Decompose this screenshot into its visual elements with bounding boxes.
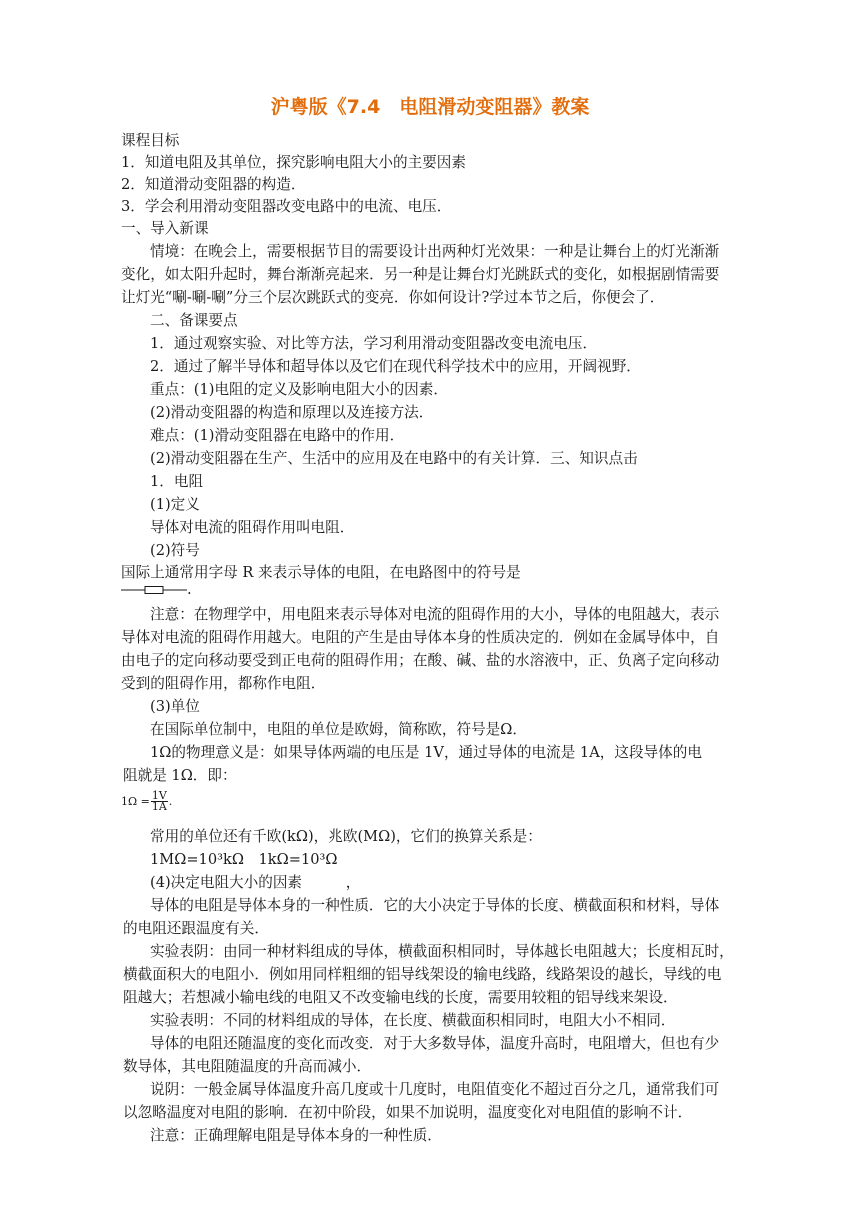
text-line: (4)决定电阻大小的因素 ， [150,874,361,891]
section-heading: 一、导入新课 [121,220,209,237]
section-heading: 课程目标 [121,132,180,149]
text-line: (2)滑动变阻器在生产、生活中的应用及在电路中的有关计算．三、知识点击 [150,450,638,467]
text-line: 导体对电流的阻碍作用越大。电阻的产生是由导体本身的性质决定的．例如在金属导体中，自 [121,629,720,646]
text-line: . [187,581,192,598]
text-line: 1Ω的物理意义是：如果导体两端的电压是 1V，通过导体的电流是 1A，这段导体的电 [150,744,702,761]
text-line: 1MΩ=10³kΩ 1kΩ=10³Ω [150,851,338,868]
text-line: 变化，如太阳升起时，舞台渐渐亮起来．另一种是让舞台灯光跳跃式的变化，如根据剧情需要 [121,266,720,283]
text-line: 数导体，其电阻随温度的升高而减小． [123,1058,372,1075]
ohm-formula [121,788,172,814]
document-title: 沪粤版《7.4 电阻滑动变阻器》教案 [270,96,590,118]
text-line: 注意：在物理学中，用电阻来表示导体对电流的阻碍作用的大小，导体的电阻越大，表示 [150,606,720,623]
text-line: 在国际单位制中，电阻的单位是欧姆，简称欧，符号是Ω． [150,721,527,738]
text-line: 的电阻还跟温度有关． [123,920,269,937]
formula-denominator: 1A [151,799,167,813]
text-line: (2)滑动变阻器的构造和原理以及连接方法． [150,404,434,421]
text-line: 阻就是 1Ω．即： [123,767,237,784]
text-line: 由电子的定向移动要受到正电荷的阻碍作用；在酸、碱、盐的水溶液中，正、负离子定向移动 [121,652,720,669]
text-line: 实验表阴：由同一种材料组成的导体，横截面积相同时，导体越长电阻越大；长度相瓦时， [150,943,734,960]
text-line: 导体对电流的阻碍作用叫电阻． [150,519,355,536]
text-line: 常用的单位还有千欧(kΩ)，兆欧(MΩ)，它们的换算关系是： [150,828,542,845]
text-line: 3．学会利用滑动变阻器改变电路中的电流、电压． [121,198,452,215]
text-line: 1．通过观察实验、对比等方法，学习利用滑动变阻器改变电流电压． [150,335,598,352]
text-line: 1．电阻 [150,473,204,490]
formula-numerator: 1V [151,788,167,802]
text-line: 说阴：一般金属导体温度升高几度或十几度时，电阻值变化不超过百分之几，通常我们可 [150,1081,720,1098]
text-line: 重点：(1)电阻的定义及影响电阻大小的因素． [150,381,448,398]
text-line: 难点：(1)滑动变阻器在电路中的作用． [150,427,405,444]
formula-fraction [151,788,168,813]
text-line: 阻越大；若想减小输电线的电阻又不改变输电线的长度，需要用较粗的铝导线来架设． [123,989,678,1006]
text-line: 2．通过了解半导体和超导体以及它们在现代科学技术中的应用，开阔视野． [150,358,641,375]
text-line: 2．知道滑动变阻器的构造． [121,176,306,193]
text-line: (1)定义 [150,496,200,513]
text-line: 注意：正确理解电阻是导体本身的一种性质． [150,1127,442,1144]
formula-tail: . [168,794,173,808]
formula-lhs: 1Ω = [121,794,150,808]
text-line: 实验表明：不同的材料组成的导体，在长度、横截面积相同时，电阻大小不相同． [150,1012,676,1029]
text-line: 1．知道电阻及其单位，探究影响电阻大小的主要因素 [121,154,466,171]
text-line: 情境：在晚会上，需要根据节目的需要设计出两种灯光效果：一种是让舞台上的灯光渐渐 [150,243,720,260]
text-line: 导体的电阻还随温度的变化而改变．对于大多数导体，温度升高时，电阻增大，但也有少 [150,1035,720,1052]
text-line: 以忽略温度对电阻的影响．在初中阶段，如果不加说明，温度变化对电阻值的影响不计． [123,1104,693,1121]
section-heading: 二、备课要点 [150,312,238,329]
text-line: 横截面积大的电阻小．例如用同样粗细的铝导线架设的输电线路，线路架设的越长，导线的电 [123,966,722,983]
text-line: 让灯光“唰-唰-唰”分三个层次跳跃式的变亮．你如何设计?学过本节之后，你便会了． [121,289,665,306]
text-line: 受到的阻碍作用，都称作电阻． [121,675,326,692]
text-line: 导体的电阻是导体本身的一种性质．它的大小决定于导体的长度、横截面积和材料，导体 [150,897,720,914]
text-line: (3)单位 [150,698,200,715]
text-line: 国际上通常用字母 R 来表示导体的电阻，在电路图中的符号是 [121,564,521,581]
text-line: (2)符号 [150,542,200,559]
